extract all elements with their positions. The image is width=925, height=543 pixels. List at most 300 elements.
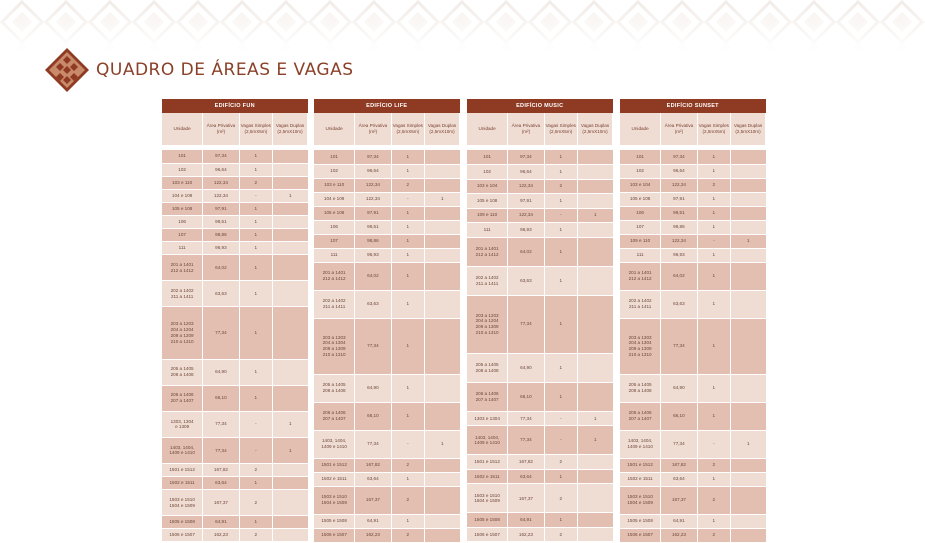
double-spaces-cell (731, 290, 766, 318)
area-cell: 167,37 (355, 486, 391, 514)
area-cell: 63,63 (355, 290, 391, 318)
area-cell: 98,86 (355, 234, 391, 248)
simple-spaces-cell: 1 (697, 472, 730, 486)
table-row (620, 150, 766, 164)
double-spaces-cell (273, 255, 308, 281)
double-spaces-cell (273, 281, 308, 307)
area-cell: 98,86 (661, 220, 697, 234)
area-cell: 122,34 (203, 176, 239, 189)
area-cell: 77,34 (203, 437, 239, 463)
double-spaces-cell (425, 290, 460, 318)
table-row (467, 527, 613, 542)
area-cell: 64,91 (508, 513, 544, 528)
area-cell: 64,90 (203, 359, 239, 385)
table-row (314, 402, 460, 430)
double-spaces-cell (273, 228, 308, 241)
double-spaces-cell (425, 318, 460, 374)
unit-cell: 1403, 1404, 1409 e 1410 (620, 430, 661, 458)
unit-cell: 1501 e 1512 (467, 455, 508, 470)
area-cell: 77,34 (355, 430, 391, 458)
table-row (314, 234, 460, 248)
simple-spaces-cell: 1 (697, 192, 730, 206)
background-pattern (0, 0, 925, 52)
table-row (162, 307, 308, 359)
unit-cell: 202 a 1402 211 a 1411 (467, 266, 508, 295)
area-cell: 77,34 (661, 318, 697, 374)
simple-spaces-cell: - (239, 189, 272, 202)
unit-cell: 111 (314, 248, 355, 262)
double-spaces-cell (578, 150, 613, 165)
double-spaces-cell (273, 385, 308, 411)
simple-spaces-cell: - (239, 411, 272, 437)
simple-spaces-cell: 1 (391, 248, 424, 262)
unit-cell: 103 e 110 (162, 176, 203, 189)
area-cell: 66,10 (355, 402, 391, 430)
area-cell: 122,34 (355, 178, 391, 192)
double-spaces-cell: 1 (425, 192, 460, 206)
areas-table (314, 99, 460, 543)
table-row (162, 163, 308, 176)
simple-spaces-cell: 1 (239, 241, 272, 254)
unit-cell: 1503 e 1510 1504 e 1509 (162, 490, 203, 516)
double-spaces-cell (273, 490, 308, 516)
unit-cell: 203 a 1203 204 a 1204 209 a 1209 210 a 1310 (162, 307, 203, 359)
double-spaces-cell (425, 528, 460, 542)
unit-cell: 102 (162, 163, 203, 176)
simple-spaces-cell: 2 (239, 529, 272, 542)
unit-cell: 111 (162, 241, 203, 254)
simple-spaces-cell: 1 (544, 266, 577, 295)
area-cell: 167,82 (661, 458, 697, 472)
simple-spaces-cell: - (239, 437, 272, 463)
unit-cell: 111 (620, 248, 661, 262)
double-spaces-cell (731, 248, 766, 262)
simple-spaces-cell: 1 (391, 290, 424, 318)
simple-spaces-cell: 1 (697, 318, 730, 374)
area-cell: 162,23 (508, 527, 544, 542)
double-spaces-cell (578, 223, 613, 238)
simple-spaces-cell: 1 (544, 223, 577, 238)
unit-cell: 1505 e 1508 (620, 514, 661, 528)
area-cell: 64,02 (661, 262, 697, 290)
area-cell: 167,82 (355, 458, 391, 472)
simple-spaces-cell: 1 (239, 359, 272, 385)
area-cell: 97,34 (203, 150, 239, 163)
table-row (620, 164, 766, 178)
unit-cell: 203 a 1303 204 a 1304 209 a 1309 210 a 1310 (620, 318, 661, 374)
unit-cell: 102 (467, 165, 508, 180)
table-row (162, 359, 308, 385)
area-cell: 96,93 (355, 248, 391, 262)
column-header: Unidade (620, 113, 661, 145)
double-spaces-cell (578, 194, 613, 209)
diamond-lattice-logo-icon (44, 47, 90, 93)
unit-cell: 1506 e 1507 (314, 528, 355, 542)
simple-spaces-cell: 1 (239, 215, 272, 228)
unit-cell: 202 a 1402 211 a 1411 (162, 281, 203, 307)
area-cell: 122,34 (661, 178, 697, 192)
simple-spaces-cell: 2 (544, 455, 577, 470)
area-cell: 97,91 (203, 202, 239, 215)
unit-cell: 107 (314, 234, 355, 248)
unit-cell: 101 (162, 150, 203, 163)
unit-cell: 201 a 1401 212 a 1412 (467, 237, 508, 266)
double-spaces-cell (731, 178, 766, 192)
unit-cell: 103 e 104 (467, 179, 508, 194)
double-spaces-cell (731, 472, 766, 486)
area-cell: 64,90 (355, 374, 391, 402)
table-row (314, 206, 460, 220)
area-cell: 122,34 (355, 192, 391, 206)
table-row (467, 179, 613, 194)
unit-cell: 102 (620, 164, 661, 178)
table-row (314, 318, 460, 374)
table-row (620, 220, 766, 234)
unit-cell: 206 a 1406 207 a 1407 (620, 402, 661, 430)
double-spaces-cell (425, 514, 460, 528)
area-cell: 66,10 (508, 382, 544, 411)
double-spaces-cell (425, 248, 460, 262)
table-row (467, 194, 613, 209)
table-row (314, 430, 460, 458)
simple-spaces-cell: - (697, 234, 730, 248)
unit-cell: 106 (314, 220, 355, 234)
table-row (162, 464, 308, 477)
table-row (162, 385, 308, 411)
unit-cell: 1505 e 1508 (162, 516, 203, 529)
double-spaces-cell (578, 484, 613, 513)
simple-spaces-cell: 2 (391, 458, 424, 472)
area-cell: 77,34 (355, 318, 391, 374)
unit-cell: 206 a 1406 207 a 1407 (162, 385, 203, 411)
double-spaces-cell (731, 206, 766, 220)
unit-cell: 103 e 104 (620, 178, 661, 192)
double-spaces-cell: 1 (578, 426, 613, 455)
table-edificio-fun (162, 99, 308, 542)
simple-spaces-cell: 1 (239, 255, 272, 281)
area-cell: 63,64 (661, 472, 697, 486)
simple-spaces-cell: 1 (697, 262, 730, 290)
area-cell: 63,64 (355, 472, 391, 486)
simple-spaces-cell: 1 (391, 402, 424, 430)
simple-spaces-cell: 1 (697, 206, 730, 220)
building-name: EDIFÍCIO SUNSET (620, 99, 766, 113)
simple-spaces-cell: 2 (544, 527, 577, 542)
unit-cell: 101 (314, 150, 355, 164)
column-header: Área Privativa (m²) (355, 113, 391, 145)
table-row (467, 266, 613, 295)
simple-spaces-cell: - (697, 430, 730, 458)
table-row (314, 150, 460, 164)
area-cell: 99,51 (203, 215, 239, 228)
double-spaces-cell (731, 150, 766, 164)
area-cell: 167,37 (508, 484, 544, 513)
area-cell: 63,63 (661, 290, 697, 318)
area-cell: 77,34 (203, 307, 239, 359)
area-cell: 64,02 (508, 237, 544, 266)
unit-cell: 1403, 1404, 1409 e 1410 (314, 430, 355, 458)
double-spaces-cell (578, 469, 613, 484)
building-name: EDIFÍCIO MUSIC (467, 99, 613, 113)
double-spaces-cell (273, 150, 308, 163)
column-header: Área Privativa (m²) (203, 113, 239, 145)
simple-spaces-cell: - (544, 411, 577, 426)
double-spaces-cell (425, 150, 460, 164)
unit-cell: 1506 e 1507 (620, 528, 661, 542)
unit-cell: 105 e 108 (467, 194, 508, 209)
double-spaces-cell: 1 (578, 411, 613, 426)
simple-spaces-cell: 1 (544, 237, 577, 266)
double-spaces-cell (578, 455, 613, 470)
double-spaces-cell: 1 (273, 411, 308, 437)
double-spaces-cell (578, 237, 613, 266)
double-spaces-cell (273, 241, 308, 254)
simple-spaces-cell: 2 (697, 458, 730, 472)
table-row (314, 178, 460, 192)
table-row (620, 374, 766, 402)
simple-spaces-cell: 1 (239, 477, 272, 490)
unit-cell: 102 (314, 164, 355, 178)
unit-cell: 1503 e 1510 1504 e 1509 (620, 486, 661, 514)
simple-spaces-cell: 2 (239, 490, 272, 516)
table-row (162, 437, 308, 463)
areas-table (162, 99, 308, 542)
table-row (314, 472, 460, 486)
unit-cell: 1502 e 1511 (314, 472, 355, 486)
simple-spaces-cell: 1 (239, 281, 272, 307)
double-spaces-cell (425, 234, 460, 248)
column-header: Vagas Simples (2,5mX5m) (697, 113, 730, 145)
column-header: Vagas Duplas (2,5mX10m) (731, 113, 766, 145)
area-cell: 167,82 (203, 464, 239, 477)
table-row (620, 430, 766, 458)
simple-spaces-cell: 1 (697, 164, 730, 178)
simple-spaces-cell: 1 (239, 385, 272, 411)
area-cell: 162,23 (355, 528, 391, 542)
area-cell: 97,91 (661, 192, 697, 206)
unit-cell: 205 a 1405 208 a 1408 (314, 374, 355, 402)
double-spaces-cell (578, 179, 613, 194)
column-header: Área Privativa (m²) (661, 113, 697, 145)
column-header: Vagas Simples (2,5mX5m) (391, 113, 424, 145)
column-header: Vagas Duplas (2,5mX10m) (578, 113, 613, 145)
unit-cell: 1303 e 1304 (467, 411, 508, 426)
table-row (314, 262, 460, 290)
table-row (162, 516, 308, 529)
table-row (162, 411, 308, 437)
unit-cell: 206 a 1406 207 a 1407 (467, 382, 508, 411)
unit-cell: 201 a 1401 212 a 1412 (620, 262, 661, 290)
area-cell: 99,51 (355, 220, 391, 234)
area-cell: 64,02 (203, 255, 239, 281)
simple-spaces-cell: 2 (697, 486, 730, 514)
unit-cell: 203 a 1203 204 a 1204 209 a 1309 210 a 1310 (467, 295, 508, 353)
double-spaces-cell (578, 266, 613, 295)
simple-spaces-cell: 1 (544, 150, 577, 165)
area-cell: 63,64 (203, 477, 239, 490)
table-row (314, 458, 460, 472)
area-cell: 96,64 (508, 165, 544, 180)
table-row (467, 426, 613, 455)
double-spaces-cell (273, 464, 308, 477)
simple-spaces-cell: 1 (391, 514, 424, 528)
simple-spaces-cell: - (544, 208, 577, 223)
unit-cell: 1502 e 1511 (162, 477, 203, 490)
area-cell: 64,91 (661, 514, 697, 528)
double-spaces-cell (731, 164, 766, 178)
unit-cell: 1403, 1404, 1409 e 1410 (162, 437, 203, 463)
simple-spaces-cell: 1 (697, 248, 730, 262)
table-row (314, 164, 460, 178)
simple-spaces-cell: 2 (391, 528, 424, 542)
building-name: EDIFÍCIO FUN (162, 99, 308, 113)
unit-cell: 107 (162, 228, 203, 241)
table-row (467, 165, 613, 180)
double-spaces-cell (425, 402, 460, 430)
table-row (467, 382, 613, 411)
table-row (620, 528, 766, 542)
area-cell: 66,10 (661, 402, 697, 430)
area-cell: 99,51 (661, 206, 697, 220)
table-row (314, 486, 460, 514)
area-cell: 77,34 (508, 411, 544, 426)
simple-spaces-cell: - (391, 192, 424, 206)
area-cell: 64,02 (355, 262, 391, 290)
table-row (620, 514, 766, 528)
simple-spaces-cell: 1 (544, 382, 577, 411)
table-row (162, 477, 308, 490)
simple-spaces-cell: 1 (697, 290, 730, 318)
simple-spaces-cell: 1 (544, 469, 577, 484)
simple-spaces-cell: 1 (239, 307, 272, 359)
unit-cell: 1503 e 1510 1504 e 1509 (467, 484, 508, 513)
column-header: Unidade (162, 113, 203, 145)
column-header: Vagas Simples (2,5mX5m) (239, 113, 272, 145)
double-spaces-cell (273, 516, 308, 529)
unit-cell: 107 (620, 220, 661, 234)
column-header: Unidade (467, 113, 508, 145)
table-row (314, 248, 460, 262)
area-cell: 122,34 (508, 208, 544, 223)
area-cell: 77,34 (508, 295, 544, 353)
table-row (620, 192, 766, 206)
unit-cell: 201 a 1401 212 a 1412 (314, 262, 355, 290)
areas-table (620, 99, 766, 543)
simple-spaces-cell: 2 (697, 528, 730, 542)
column-header: Vagas Duplas (2,5mX10m) (425, 113, 460, 145)
table-row (467, 455, 613, 470)
table-row (162, 281, 308, 307)
area-cell: 64,90 (508, 353, 544, 382)
double-spaces-cell (731, 318, 766, 374)
table-row (162, 189, 308, 202)
table-row (620, 318, 766, 374)
table-row (162, 529, 308, 542)
unit-cell: 203 a 1303 204 a 1304 209 a 1309 210 a 1310 (314, 318, 355, 374)
table-row (467, 295, 613, 353)
area-cell: 97,34 (355, 150, 391, 164)
table-edificio-music (467, 99, 613, 542)
table-row (467, 513, 613, 528)
table-row (314, 220, 460, 234)
simple-spaces-cell: 1 (391, 374, 424, 402)
unit-cell: 1503 e 1510 1504 e 1509 (314, 486, 355, 514)
area-cell: 162,23 (203, 529, 239, 542)
table-row (620, 234, 766, 248)
unit-cell: 1506 e 1507 (162, 529, 203, 542)
area-cell: 77,34 (508, 426, 544, 455)
area-cell: 97,91 (508, 194, 544, 209)
double-spaces-cell (425, 178, 460, 192)
area-cell: 63,63 (203, 281, 239, 307)
double-spaces-cell (425, 262, 460, 290)
double-spaces-cell (731, 220, 766, 234)
area-cell: 96,64 (203, 163, 239, 176)
unit-cell: 205 a 1405 208 a 1408 (620, 374, 661, 402)
double-spaces-cell (578, 295, 613, 353)
double-spaces-cell (731, 514, 766, 528)
simple-spaces-cell: 1 (391, 472, 424, 486)
table-row (162, 241, 308, 254)
area-cell: 77,34 (661, 430, 697, 458)
column-header: Unidade (314, 113, 355, 145)
column-header: Vagas Simples (2,5mX5m) (544, 113, 577, 145)
unit-cell: 206 a 1406 207 a 1407 (314, 402, 355, 430)
simple-spaces-cell: 1 (697, 150, 730, 164)
area-cell: 66,10 (203, 385, 239, 411)
simple-spaces-cell: 1 (544, 165, 577, 180)
simple-spaces-cell: 2 (544, 484, 577, 513)
double-spaces-cell (578, 527, 613, 542)
unit-cell: 1505 e 1508 (467, 513, 508, 528)
simple-spaces-cell: 1 (239, 516, 272, 529)
area-cell: 64,91 (355, 514, 391, 528)
double-spaces-cell: 1 (273, 189, 308, 202)
area-cell: 98,86 (203, 228, 239, 241)
simple-spaces-cell: 1 (697, 220, 730, 234)
simple-spaces-cell: - (391, 430, 424, 458)
double-spaces-cell: 1 (578, 208, 613, 223)
unit-cell: 205 a 1405 208 a 1408 (467, 353, 508, 382)
simple-spaces-cell: 1 (697, 374, 730, 402)
unit-cell: 201 a 1401 212 a 1412 (162, 255, 203, 281)
column-header: Área Privativa (m²) (508, 113, 544, 145)
simple-spaces-cell: 2 (239, 176, 272, 189)
areas-table (467, 99, 613, 542)
area-cell: 63,63 (508, 266, 544, 295)
double-spaces-cell (425, 458, 460, 472)
simple-spaces-cell: 1 (391, 318, 424, 374)
double-spaces-cell (731, 192, 766, 206)
double-spaces-cell (425, 486, 460, 514)
area-cell: 122,34 (203, 189, 239, 202)
unit-cell: 101 (620, 150, 661, 164)
table-row (620, 472, 766, 486)
unit-cell: 106 (620, 206, 661, 220)
unit-cell: 202 a 1402 211 a 1411 (620, 290, 661, 318)
double-spaces-cell: 1 (273, 437, 308, 463)
simple-spaces-cell: 1 (239, 202, 272, 215)
table-row (314, 192, 460, 206)
double-spaces-cell (425, 206, 460, 220)
simple-spaces-cell: 1 (239, 163, 272, 176)
simple-spaces-cell: 2 (391, 178, 424, 192)
area-cell: 97,34 (508, 150, 544, 165)
table-row (162, 202, 308, 215)
simple-spaces-cell: 1 (697, 514, 730, 528)
table-row (620, 248, 766, 262)
building-name: EDIFÍCIO LIFE (314, 99, 460, 113)
